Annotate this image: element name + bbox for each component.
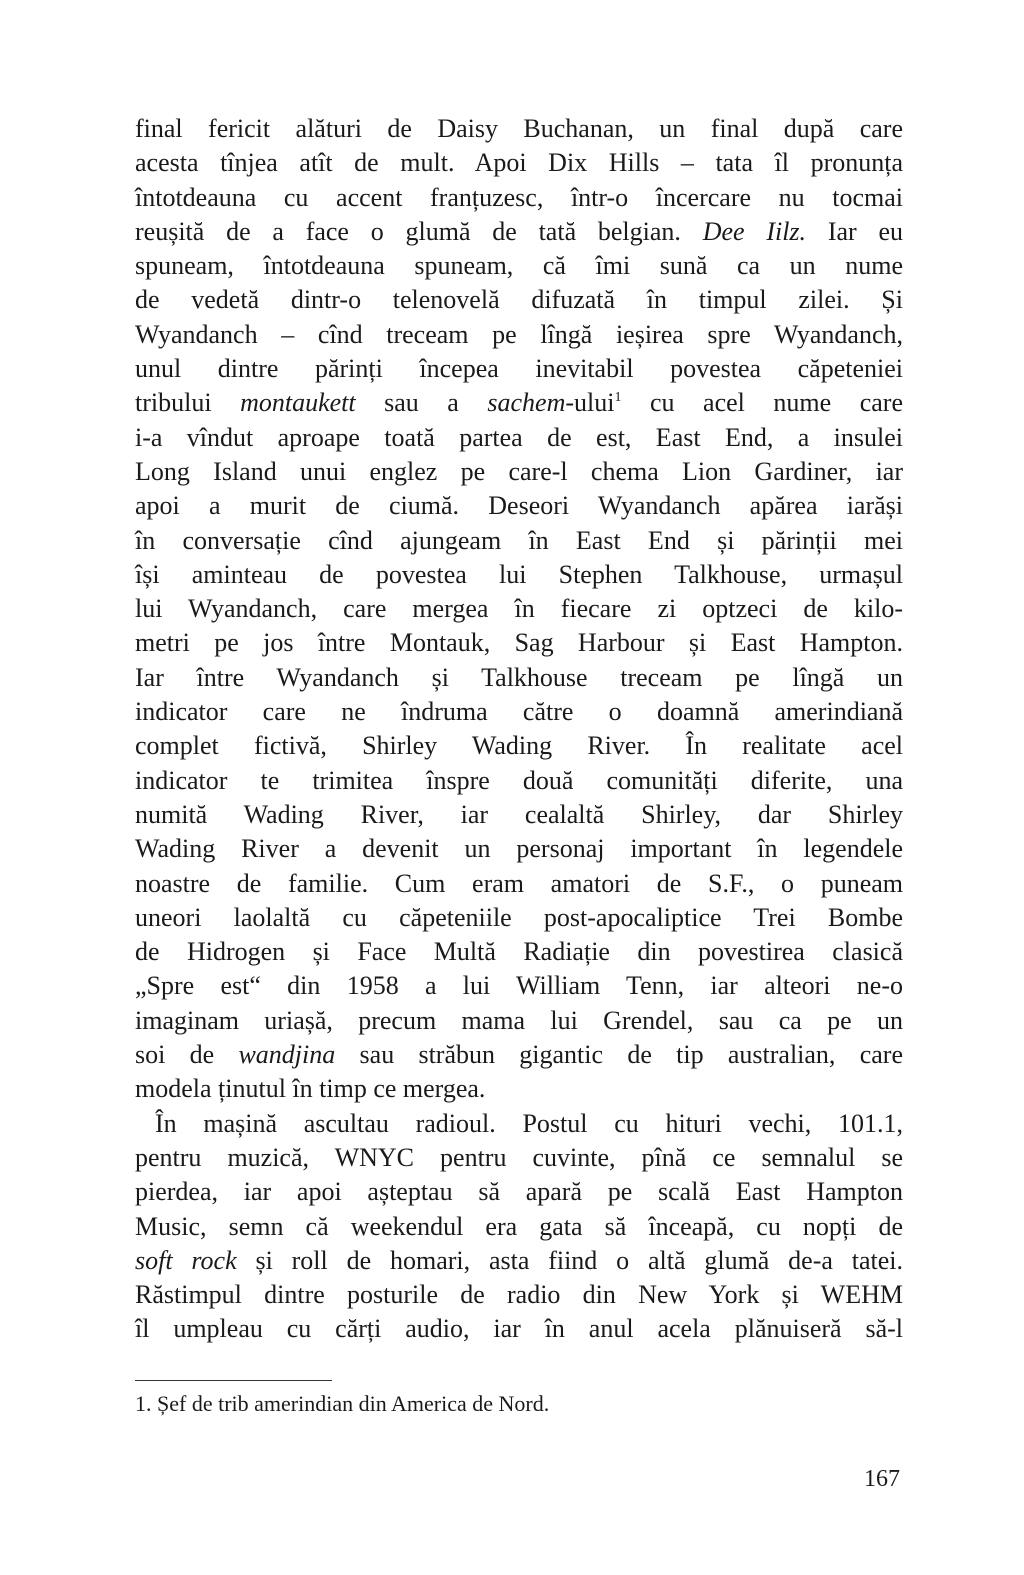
footnote-divider [135,1380,332,1381]
text-line [135,558,903,592]
text-line [135,1038,903,1072]
text-line [135,524,903,558]
text-segment: metri pe jos între Montauk, Sag Harbour și East Hampton. [135,628,903,658]
text-line [135,146,903,180]
text-segment: apoi a murit de ciumă. Deseori Wyandanch apărea iarăși [135,491,903,521]
text-line [135,729,903,763]
text-segment: spuneam, întotdeauna spuneam, că îmi sună ca un nume [135,251,903,281]
text-line [135,1210,903,1244]
text-line [135,249,903,283]
footnote: 1. Șef de trib amerindian din America de Nord. [135,1391,550,1416]
footnote-reference: 1 [614,390,622,406]
text-segment: reușită de a face o glumă de tată belgian. [135,216,703,246]
text-segment: Wading River a devenit un personaj important în legendele [135,834,903,864]
text-segment: i-a vîndut aproape toată partea de est, East End, a insulei [135,422,903,452]
text-line [135,1278,903,1312]
italic-text: montaukett [240,388,356,418]
text-segment: Iar între Wyandanch și Talkhouse treceam pe lîngă un [135,662,903,692]
text-segment: de vedetă dintr-o telenovelă difuzată în timpul zilei. Și [135,285,903,315]
page-number: 167 [864,1466,900,1492]
text-segment: în conversație cînd ajungeam în East End și părinții mei [135,525,903,555]
text-line [135,867,903,901]
text-segment: acesta tînjea atît de mult. Apoi Dix Hills – tata îl pronunța [135,148,903,178]
text-line [135,283,903,317]
text-segment: pentru muzică, WNYC pentru cuvinte, pînă ce semnalul se [135,1142,903,1172]
text-segment: „Spre est“ din 1958 a lui William Tenn, iar alteori ne-o [135,971,903,1001]
text-segment: și roll de homari, asta fiind o altă glumă de-a tatei. [236,1245,903,1275]
text-line [135,798,903,832]
text-segment: Răstimpul dintre posturile de radio din New York și WEHM [135,1280,903,1310]
text-line [135,181,903,215]
text-line [135,1141,903,1175]
text-segment: indicator te trimitea înspre două comunități diferite, una [135,765,903,795]
text-segment: soi de [135,1040,239,1070]
text-segment: În mașină ascultau radioul. Postul cu hituri vechi, 101.1, [155,1108,903,1138]
text-segment: tribului [135,388,241,418]
text-segment: de Hidrogen și Face Multă Radiație din povestirea clasică [135,937,903,967]
text-line [135,1244,903,1278]
text-line [135,318,903,352]
text-segment: indicator care ne îndruma către o doamnă amerindiană [135,697,903,727]
italic-text: soft rock [135,1245,237,1275]
text-line [135,112,903,146]
text-line [135,626,903,660]
text-line [135,901,903,935]
text-segment: modela ținutul în timp ce mergea. [135,1074,486,1104]
body-text [135,112,903,1347]
text-segment: întotdeauna cu accent franțuzesc, într-o încercare nu tocmai [135,182,903,212]
text-segment: final fericit alături de Daisy Buchanan, un final după care [135,114,903,143]
text-segment: imaginam uriașă, precum mama lui Grendel, sau ca pe un [135,1005,903,1035]
text-segment: complet fictivă, Shirley Wading River. În realitate acel [135,731,903,761]
text-line [135,969,903,1003]
text-line [135,455,903,489]
text-line [135,1107,903,1141]
text-segment: cu acel nume care [621,388,903,418]
italic-text: wandjina [238,1040,336,1070]
text-line [135,1312,903,1346]
text-line [135,386,903,420]
italic-text: sachem [487,388,566,418]
text-line [135,489,903,523]
text-segment: Long Island unui englez pe care-l chema Lion Gardiner, iar [135,456,903,486]
text-segment: Music, semn că weekendul era gata să înceapă, cu nopți de [135,1211,903,1241]
text-line [135,695,903,729]
text-segment: -ului [565,388,615,418]
text-segment: Iar eu [806,216,903,246]
text-segment: Wyandanch – cînd treceam pe lîngă ieșirea spre Wyandanch, [135,319,903,349]
text-line [135,935,903,969]
text-segment: sau străbun gigantic de tip australian, care [335,1040,903,1070]
text-line [135,215,903,249]
text-line [135,421,903,455]
text-line [135,661,903,695]
text-line [135,1004,903,1038]
text-segment: își aminteau de povestea lui Stephen Talkhouse, urmașul [135,559,903,589]
text-segment: pierdea, iar apoi așteptau să apară pe scală East Hampton [135,1177,903,1207]
text-segment: sau a [355,388,488,418]
text-segment: noastre de familie. Cum eram amatori de S.F., o puneam [135,868,903,898]
text-line [135,352,903,386]
text-line [135,1175,903,1209]
text-line [135,832,903,866]
text-line [135,764,903,798]
text-segment: lui Wyandanch, care mergea în fiecare zi optzeci de kilo- [135,594,903,624]
text-line [135,1072,903,1106]
text-segment: îl umpleau cu cărți audio, iar în anul acela plănuiseră să-l [135,1314,903,1344]
text-segment: unul dintre părinți începea inevitabil povestea căpeteniei [135,354,903,384]
italic-text: Dee Iilz. [702,216,807,246]
text-segment: numită Wading River, iar cealaltă Shirley, dar Shirley [135,799,903,829]
text-line [135,592,903,626]
text-segment: uneori laolaltă cu căpeteniile post-apocaliptice Trei Bombe [135,902,903,932]
